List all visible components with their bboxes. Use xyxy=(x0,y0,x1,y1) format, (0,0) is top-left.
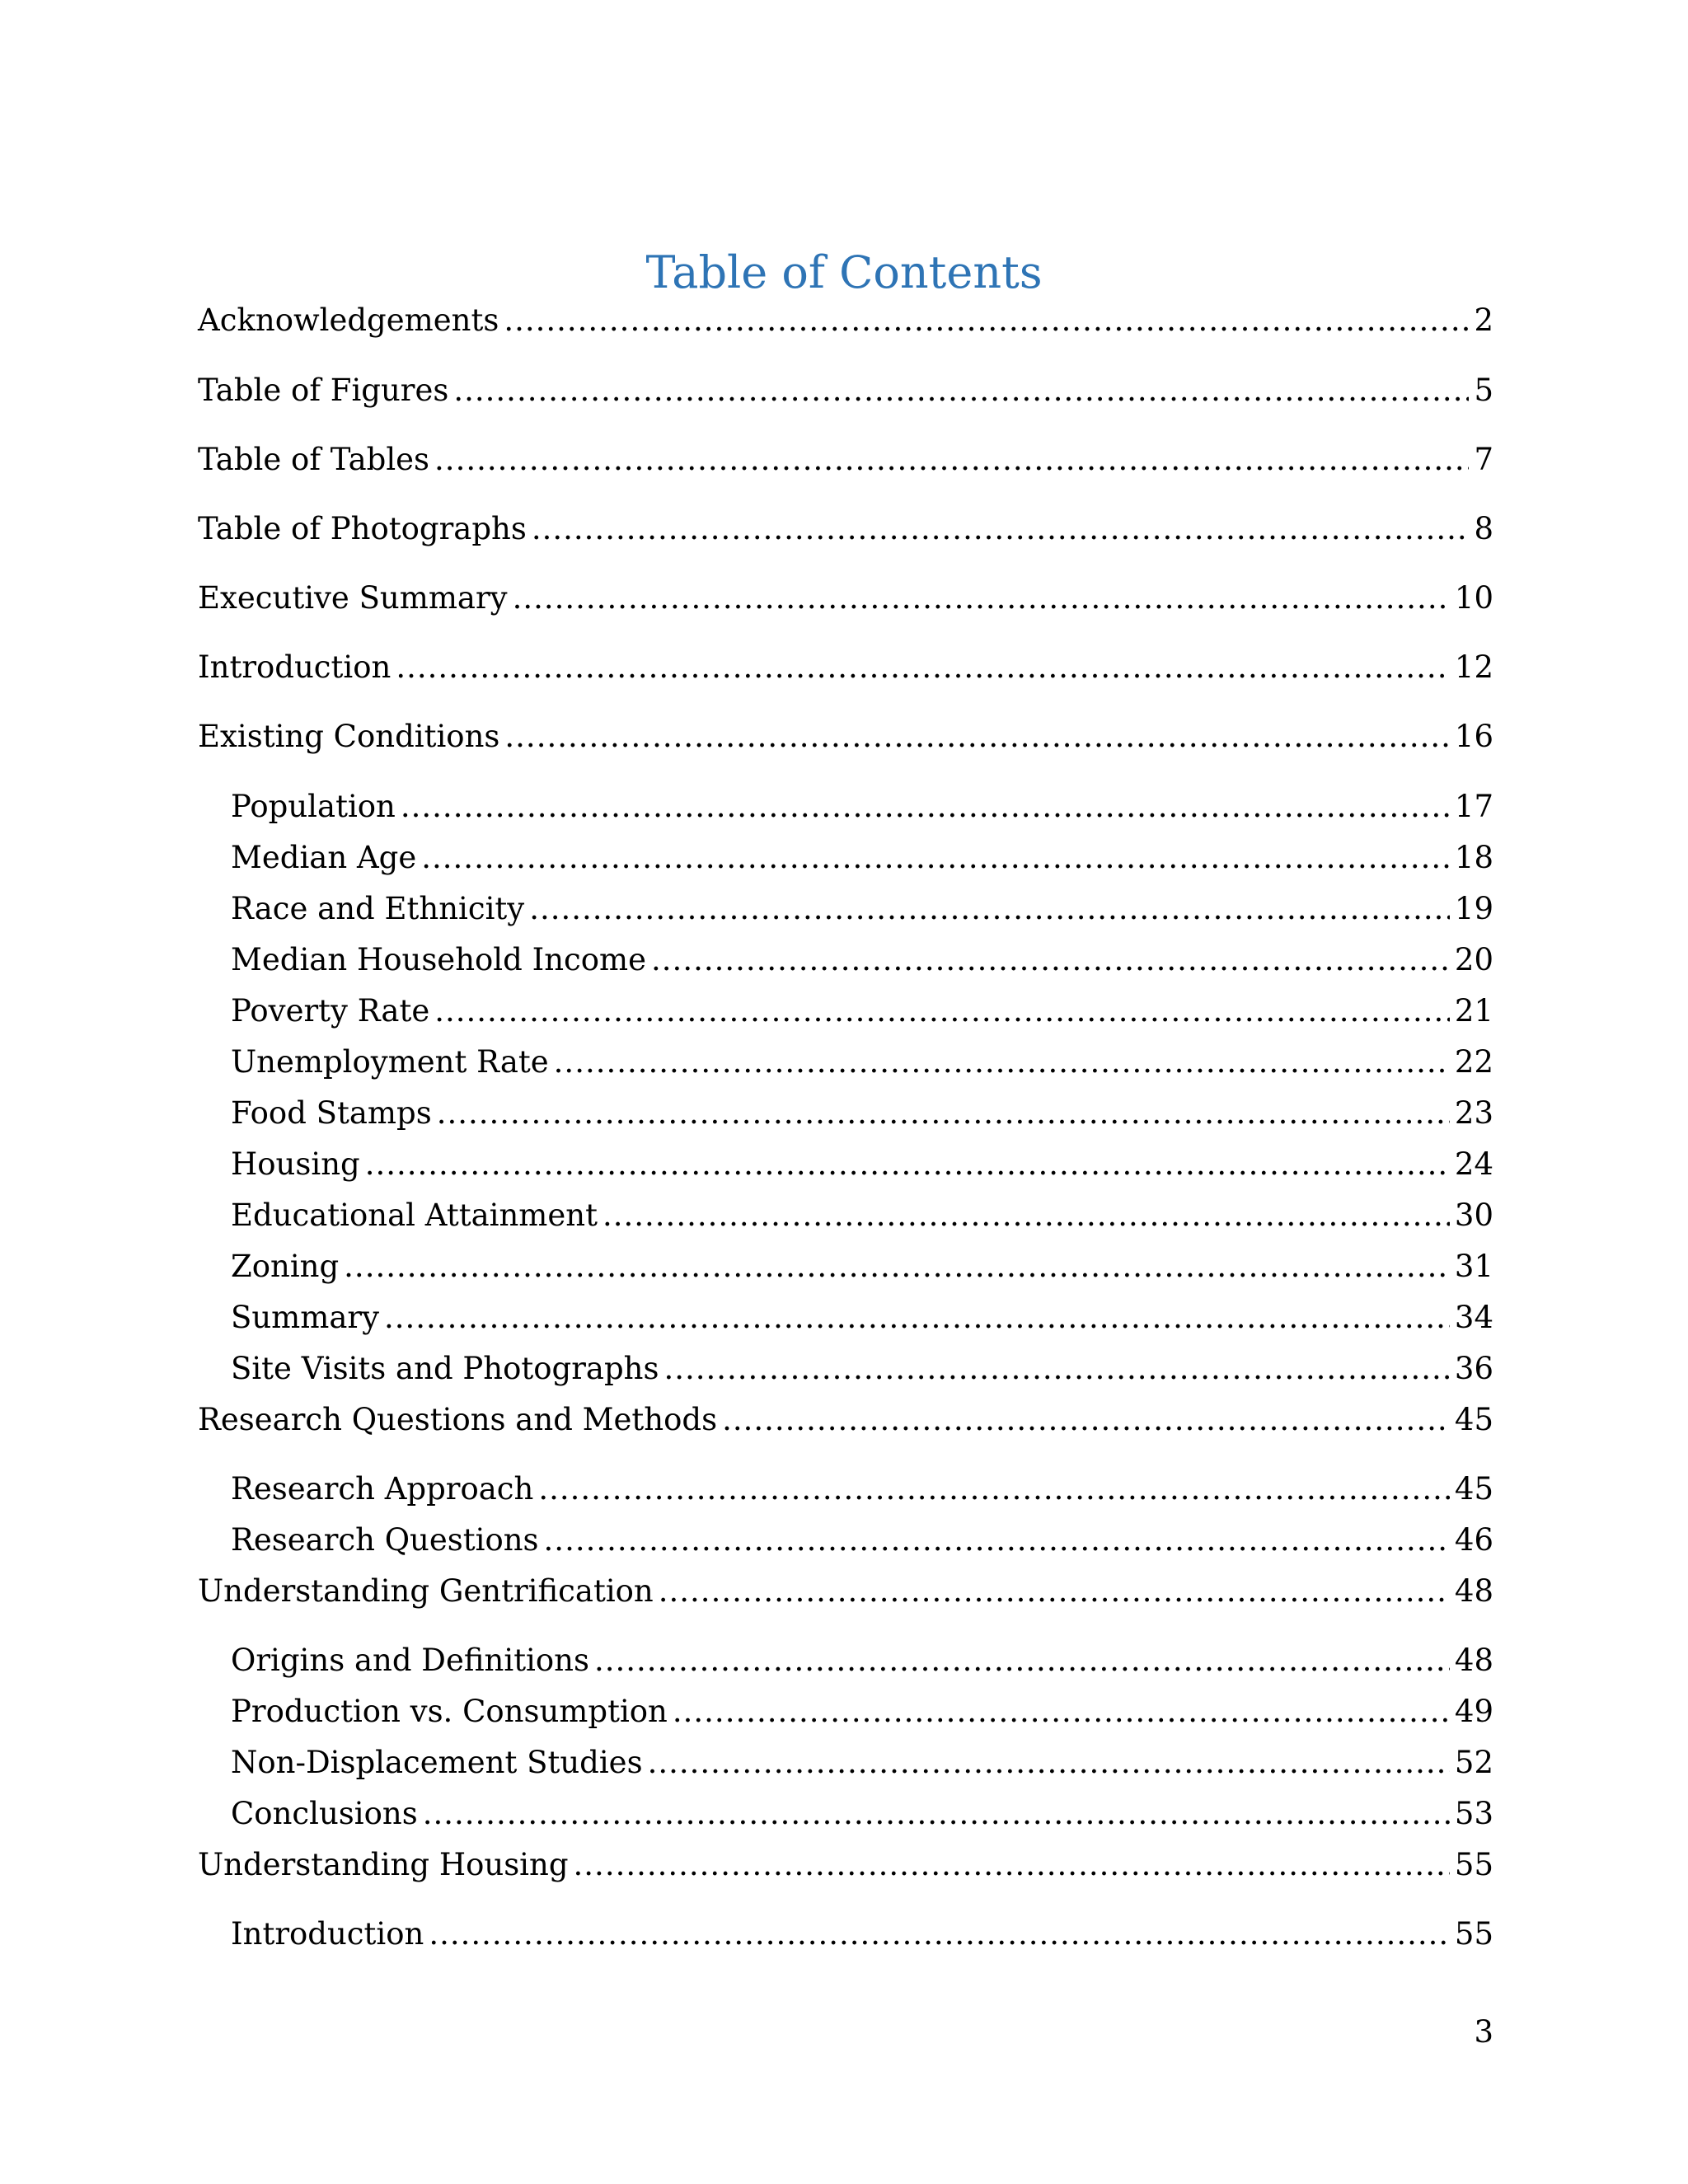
toc-entry-page: 48 xyxy=(1454,1573,1493,1609)
toc-entry-page: 24 xyxy=(1454,1146,1493,1182)
toc-entry-label: Population xyxy=(231,789,396,824)
toc-entry-page: 19 xyxy=(1454,891,1493,926)
toc-entry-page: 45 xyxy=(1454,1402,1493,1437)
toc-entry-label: Executive Summary xyxy=(198,580,508,616)
toc-entry-page: 55 xyxy=(1454,1916,1493,1952)
dot-leader xyxy=(544,1519,1450,1562)
toc-entry-page: 8 xyxy=(1474,511,1493,546)
toc-entry-page: 48 xyxy=(1454,1643,1493,1678)
toc-subentry-research-approach[interactable] xyxy=(231,1468,1493,1511)
toc-entry-label: Conclusions xyxy=(231,1796,418,1831)
dot-leader xyxy=(603,1194,1450,1237)
dot-leader xyxy=(529,888,1450,930)
toc-subentry-educational-attainment[interactable] xyxy=(231,1194,1493,1237)
toc-entry-label: Educational Attainment xyxy=(231,1197,598,1233)
toc-entry-page: 18 xyxy=(1454,840,1493,875)
toc-entry-page: 22 xyxy=(1454,1044,1493,1080)
dot-leader xyxy=(384,1296,1450,1339)
toc-entry-page: 34 xyxy=(1454,1300,1493,1335)
dot-leader xyxy=(396,646,1450,689)
toc-subentry-research-questions[interactable] xyxy=(231,1519,1493,1562)
toc-entry-label: Understanding Gentrification xyxy=(198,1573,654,1609)
dot-leader xyxy=(504,715,1450,758)
dot-leader xyxy=(532,508,1470,551)
toc-entry-page: 7 xyxy=(1474,442,1493,477)
toc-entry-page: 52 xyxy=(1454,1745,1493,1780)
toc-entry-label: Research Approach xyxy=(231,1471,534,1507)
toc-subentry-population[interactable] xyxy=(231,785,1493,828)
dot-leader xyxy=(722,1399,1450,1441)
toc-subentry-poverty-rate[interactable] xyxy=(231,990,1493,1033)
toc-entry-page: 21 xyxy=(1454,993,1493,1029)
toc-subentry-median-age[interactable] xyxy=(231,837,1493,879)
toc-entry-label: Summary xyxy=(231,1300,379,1335)
toc-entry-label: Unemployment Rate xyxy=(231,1044,549,1080)
toc-subentry-site-visits-and-photographs[interactable] xyxy=(231,1347,1493,1390)
toc-entry-label: Research Questions and Methods xyxy=(198,1402,718,1437)
toc-entry-label: Existing Conditions xyxy=(198,719,500,754)
toc-subentry-non-displacement-studies[interactable] xyxy=(231,1741,1493,1784)
page-number: 3 xyxy=(1474,2014,1493,2050)
toc-entry-label: Understanding Housing xyxy=(198,1847,569,1882)
toc-entry-label: Race and Ethnicity xyxy=(231,891,525,926)
toc-subentry-race-and-ethnicity[interactable] xyxy=(231,888,1493,930)
toc-title: Table of Contents xyxy=(645,246,1043,298)
dot-leader xyxy=(538,1468,1450,1511)
dot-leader xyxy=(554,1041,1450,1084)
dot-leader xyxy=(429,1913,1450,1956)
toc-entry-label: Zoning xyxy=(231,1249,340,1284)
toc-entry-label: Introduction xyxy=(231,1916,424,1952)
toc-entry-label: Acknowledgements xyxy=(198,302,499,338)
toc-subentry-origins-and-definitions[interactable] xyxy=(231,1639,1493,1682)
toc-entry-page: 5 xyxy=(1474,373,1493,408)
toc-subentry-unemployment-rate[interactable] xyxy=(231,1041,1493,1084)
dot-leader xyxy=(504,299,1469,342)
toc-entry-table-of-figures[interactable] xyxy=(198,369,1493,412)
toc-subentry-summary[interactable] xyxy=(231,1296,1493,1339)
dot-leader xyxy=(365,1143,1450,1186)
toc-subentry-housing[interactable] xyxy=(231,1143,1493,1186)
toc-entry-page: 17 xyxy=(1454,789,1493,824)
toc-entry-page: 49 xyxy=(1454,1694,1493,1729)
dot-leader xyxy=(651,939,1450,982)
toc-subentry-food-stamps[interactable] xyxy=(231,1092,1493,1135)
toc-subentry-introduction[interactable] xyxy=(231,1913,1493,1956)
dot-leader xyxy=(673,1690,1450,1733)
dot-leader xyxy=(594,1639,1450,1682)
toc-entry-page: 45 xyxy=(1454,1471,1493,1507)
toc-entry-table-of-photographs[interactable] xyxy=(198,508,1493,551)
toc-entry-label: Production vs. Consumption xyxy=(231,1694,668,1729)
toc-subentry-production-vs-consumption[interactable] xyxy=(231,1690,1493,1733)
toc-entry-existing-conditions[interactable] xyxy=(198,715,1493,758)
toc-entry-page: 23 xyxy=(1454,1095,1493,1131)
toc-entry-research-questions-and-methods[interactable] xyxy=(198,1399,1493,1441)
dot-leader xyxy=(401,785,1450,828)
dot-leader xyxy=(344,1245,1450,1288)
toc-entry-label: Introduction xyxy=(198,649,392,685)
dot-leader xyxy=(659,1570,1450,1613)
toc-entry-label: Housing xyxy=(231,1146,360,1182)
toc-entry-page: 30 xyxy=(1454,1197,1493,1233)
toc-entry-page: 55 xyxy=(1454,1847,1493,1882)
toc-entry-label: Food Stamps xyxy=(231,1095,432,1131)
dot-leader xyxy=(513,577,1450,620)
toc-entry-acknowledgements[interactable] xyxy=(198,299,1493,342)
toc-entry-page: 53 xyxy=(1454,1796,1493,1831)
toc-entry-page: 2 xyxy=(1474,302,1493,338)
toc-entry-label: Research Questions xyxy=(231,1522,539,1558)
toc-entry-understanding-gentrification[interactable] xyxy=(198,1570,1493,1613)
dot-leader xyxy=(434,438,1469,481)
toc-entry-label: Median Age xyxy=(231,840,417,875)
toc-entry-page: 36 xyxy=(1454,1351,1493,1386)
toc-entry-page: 16 xyxy=(1454,719,1493,754)
dot-leader xyxy=(423,1793,1450,1835)
toc-entry-label: Table of Figures xyxy=(198,373,449,408)
toc-entry-label: Origins and Definitions xyxy=(231,1643,589,1678)
toc-entry-label: Poverty Rate xyxy=(231,993,430,1029)
toc-entry-introduction[interactable] xyxy=(198,646,1493,689)
dot-leader xyxy=(574,1844,1450,1886)
toc-entry-page: 12 xyxy=(1454,649,1493,685)
toc-entry-label: Table of Photographs xyxy=(198,511,527,546)
toc-entry-label: Site Visits and Photographs xyxy=(231,1351,659,1386)
toc-entry-page: 46 xyxy=(1454,1522,1493,1558)
dot-leader xyxy=(453,369,1469,412)
dot-leader xyxy=(421,837,1450,879)
toc-entry-understanding-housing[interactable] xyxy=(198,1844,1493,1886)
toc-entry-label: Table of Tables xyxy=(198,442,430,477)
toc-subentry-conclusions[interactable] xyxy=(231,1793,1493,1835)
dot-leader xyxy=(434,990,1450,1033)
toc-entry-page: 10 xyxy=(1454,580,1493,616)
toc-entry-label: Non-Displacement Studies xyxy=(231,1745,643,1780)
toc-entry-page: 20 xyxy=(1454,942,1493,977)
toc-entry-page: 31 xyxy=(1454,1249,1493,1284)
dot-leader xyxy=(663,1347,1449,1390)
dot-leader xyxy=(437,1092,1450,1135)
toc-entry-label: Median Household Income xyxy=(231,942,647,977)
dot-leader xyxy=(648,1741,1450,1784)
toc-subentry-zoning[interactable] xyxy=(231,1245,1493,1288)
toc-entry-table-of-tables[interactable] xyxy=(198,438,1493,481)
toc-subentry-median-household-income[interactable] xyxy=(231,939,1493,982)
toc-entry-executive-summary[interactable] xyxy=(198,577,1493,620)
